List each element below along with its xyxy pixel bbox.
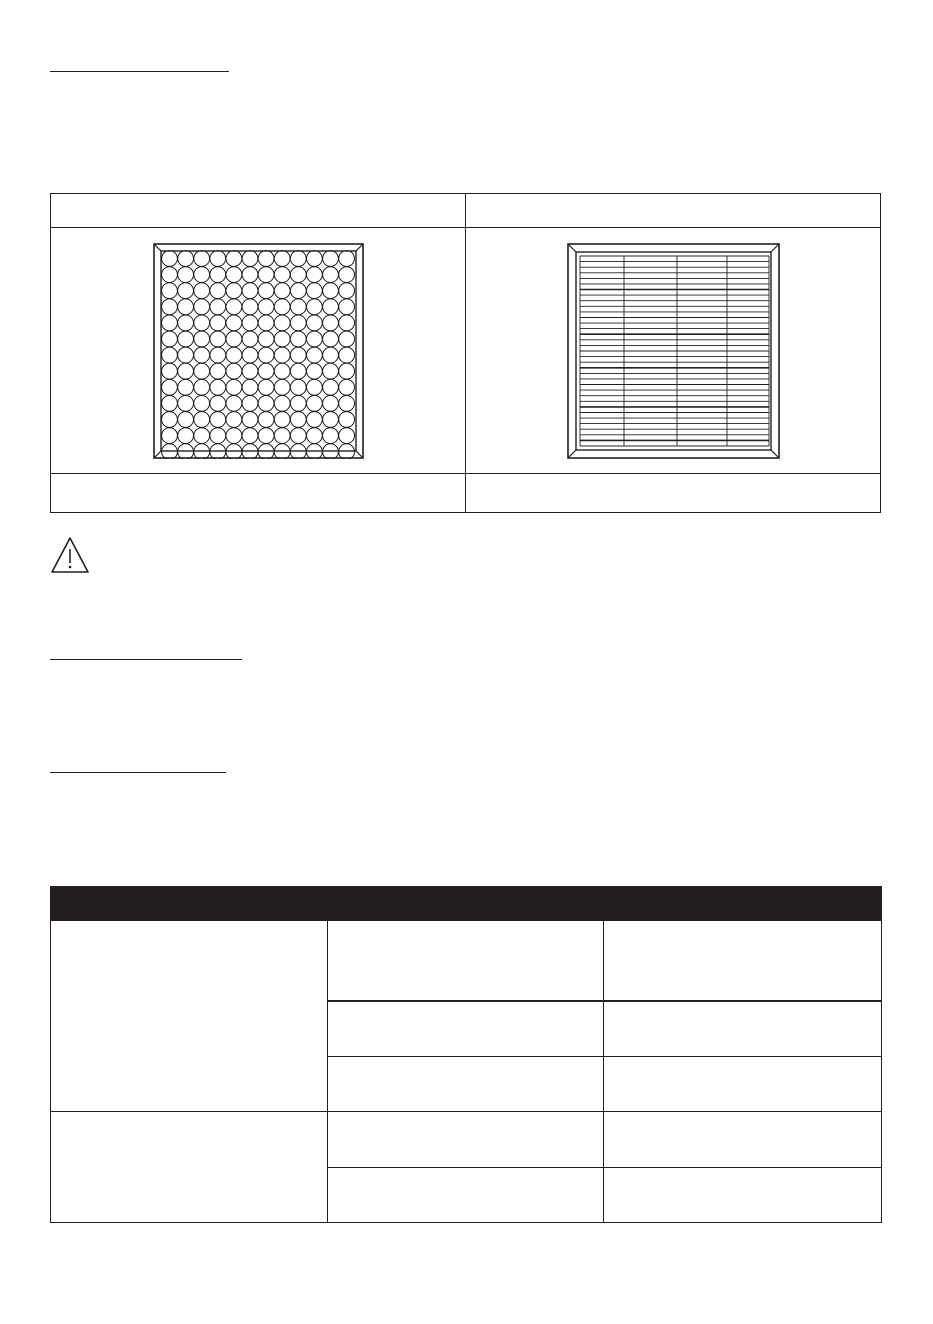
filter-col-1-header <box>51 194 465 227</box>
honeycomb-filter-icon <box>153 243 364 459</box>
table-row <box>51 921 882 1001</box>
problem-cell <box>51 921 328 1112</box>
table-row <box>51 1112 882 1167</box>
warning-triangle-icon <box>50 536 90 574</box>
grille-filter-icon <box>567 243 780 459</box>
cause-cell <box>328 1056 604 1111</box>
solution-cell <box>604 921 882 1001</box>
problem-cell <box>51 1112 328 1223</box>
heading-underline-3 <box>50 772 226 773</box>
solution-cell <box>604 1167 882 1222</box>
cause-cell <box>328 1001 604 1057</box>
heading-underline-2 <box>50 659 242 660</box>
solution-cell <box>604 1001 882 1057</box>
troubleshooting-table <box>50 886 882 1223</box>
filter-col-1-caption <box>51 474 465 512</box>
heading-underline-1 <box>50 71 229 72</box>
filter-comparison-table <box>50 193 881 513</box>
cause-cell <box>328 1112 604 1167</box>
filter-col-2-header <box>466 194 880 227</box>
header-solution <box>604 887 882 921</box>
solution-cell <box>604 1056 882 1111</box>
solution-cell <box>604 1112 882 1167</box>
header-cause <box>328 887 604 921</box>
cause-cell <box>328 921 604 1001</box>
troubleshooting-header-row <box>51 887 882 921</box>
cause-cell <box>328 1167 604 1222</box>
filter-col-2-caption <box>466 474 880 512</box>
header-problem <box>51 887 328 921</box>
